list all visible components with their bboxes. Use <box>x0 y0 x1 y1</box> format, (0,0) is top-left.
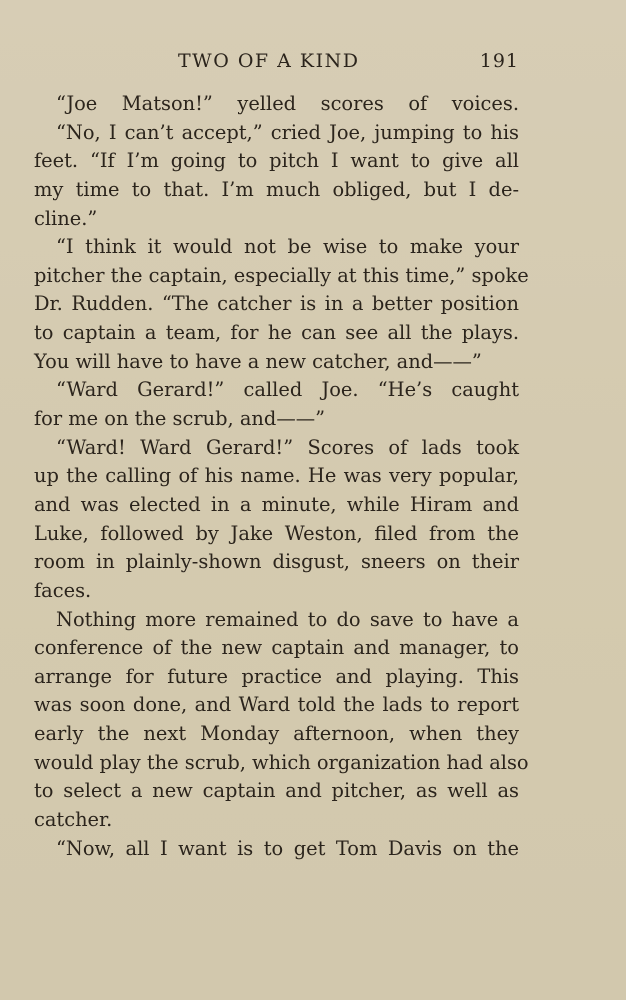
running-title: TWO OF A KIND <box>178 50 360 72</box>
text-line: Nothing more remained to do save to have a <box>56 607 519 631</box>
text-line: room in plainly-shown disgust, sneers on their <box>34 550 519 574</box>
text-line: for me on the scrub, and——” <box>34 407 326 431</box>
text-line: faces. <box>34 578 92 602</box>
text-line: Luke, followed by Jake Weston, filed from the <box>34 521 519 545</box>
text-line: catcher. <box>34 808 113 832</box>
text-line: “Ward! Ward Gerard!” Scores of lads took <box>56 435 519 459</box>
text-line: “I think it would not be wise to make your <box>56 235 519 259</box>
text-line: “Ward Gerard!” called Joe. “He’s caught <box>56 378 519 402</box>
text-line: pitcher the captain, especially at this time,” spoke <box>34 263 529 287</box>
text-line: You will have to have a new catcher, and——” <box>34 349 482 373</box>
text-line: arrange for future practice and playing. This <box>34 664 519 688</box>
text-line: to captain a team, for he can see all the plays. <box>34 321 519 345</box>
text-line: early the next Monday afternoon, when they <box>34 722 519 746</box>
text-line: up the calling of his name. He was very popular, <box>34 464 519 488</box>
text-line: and was elected in a minute, while Hiram and <box>34 492 519 516</box>
text-line: “Joe Matson!” yelled scores of voices. <box>56 92 519 115</box>
text-line: “Now, all I want is to get Tom Davis on the <box>56 836 519 860</box>
running-head <box>34 50 519 78</box>
text-line: would play the scrub, which organization had also <box>34 750 529 774</box>
body-text <box>34 90 529 863</box>
text-line: Dr. Rudden. “The catcher is in a better position <box>34 292 519 316</box>
text-line: cline.” <box>34 206 98 230</box>
text-line: to select a new captain and pitcher, as well as <box>34 779 519 803</box>
page-number: 191 <box>479 50 519 72</box>
text-line: feet. “If I’m going to pitch I want to give all <box>34 149 519 173</box>
text-line: conference of the new captain and manager, to <box>34 636 519 660</box>
text-line: my time to that. I’m much obliged, but I de- <box>34 177 519 201</box>
text-line: was soon done, and Ward told the lads to report <box>34 693 519 717</box>
text-line: “No, I can’t accept,” cried Joe, jumping to his <box>56 120 519 144</box>
